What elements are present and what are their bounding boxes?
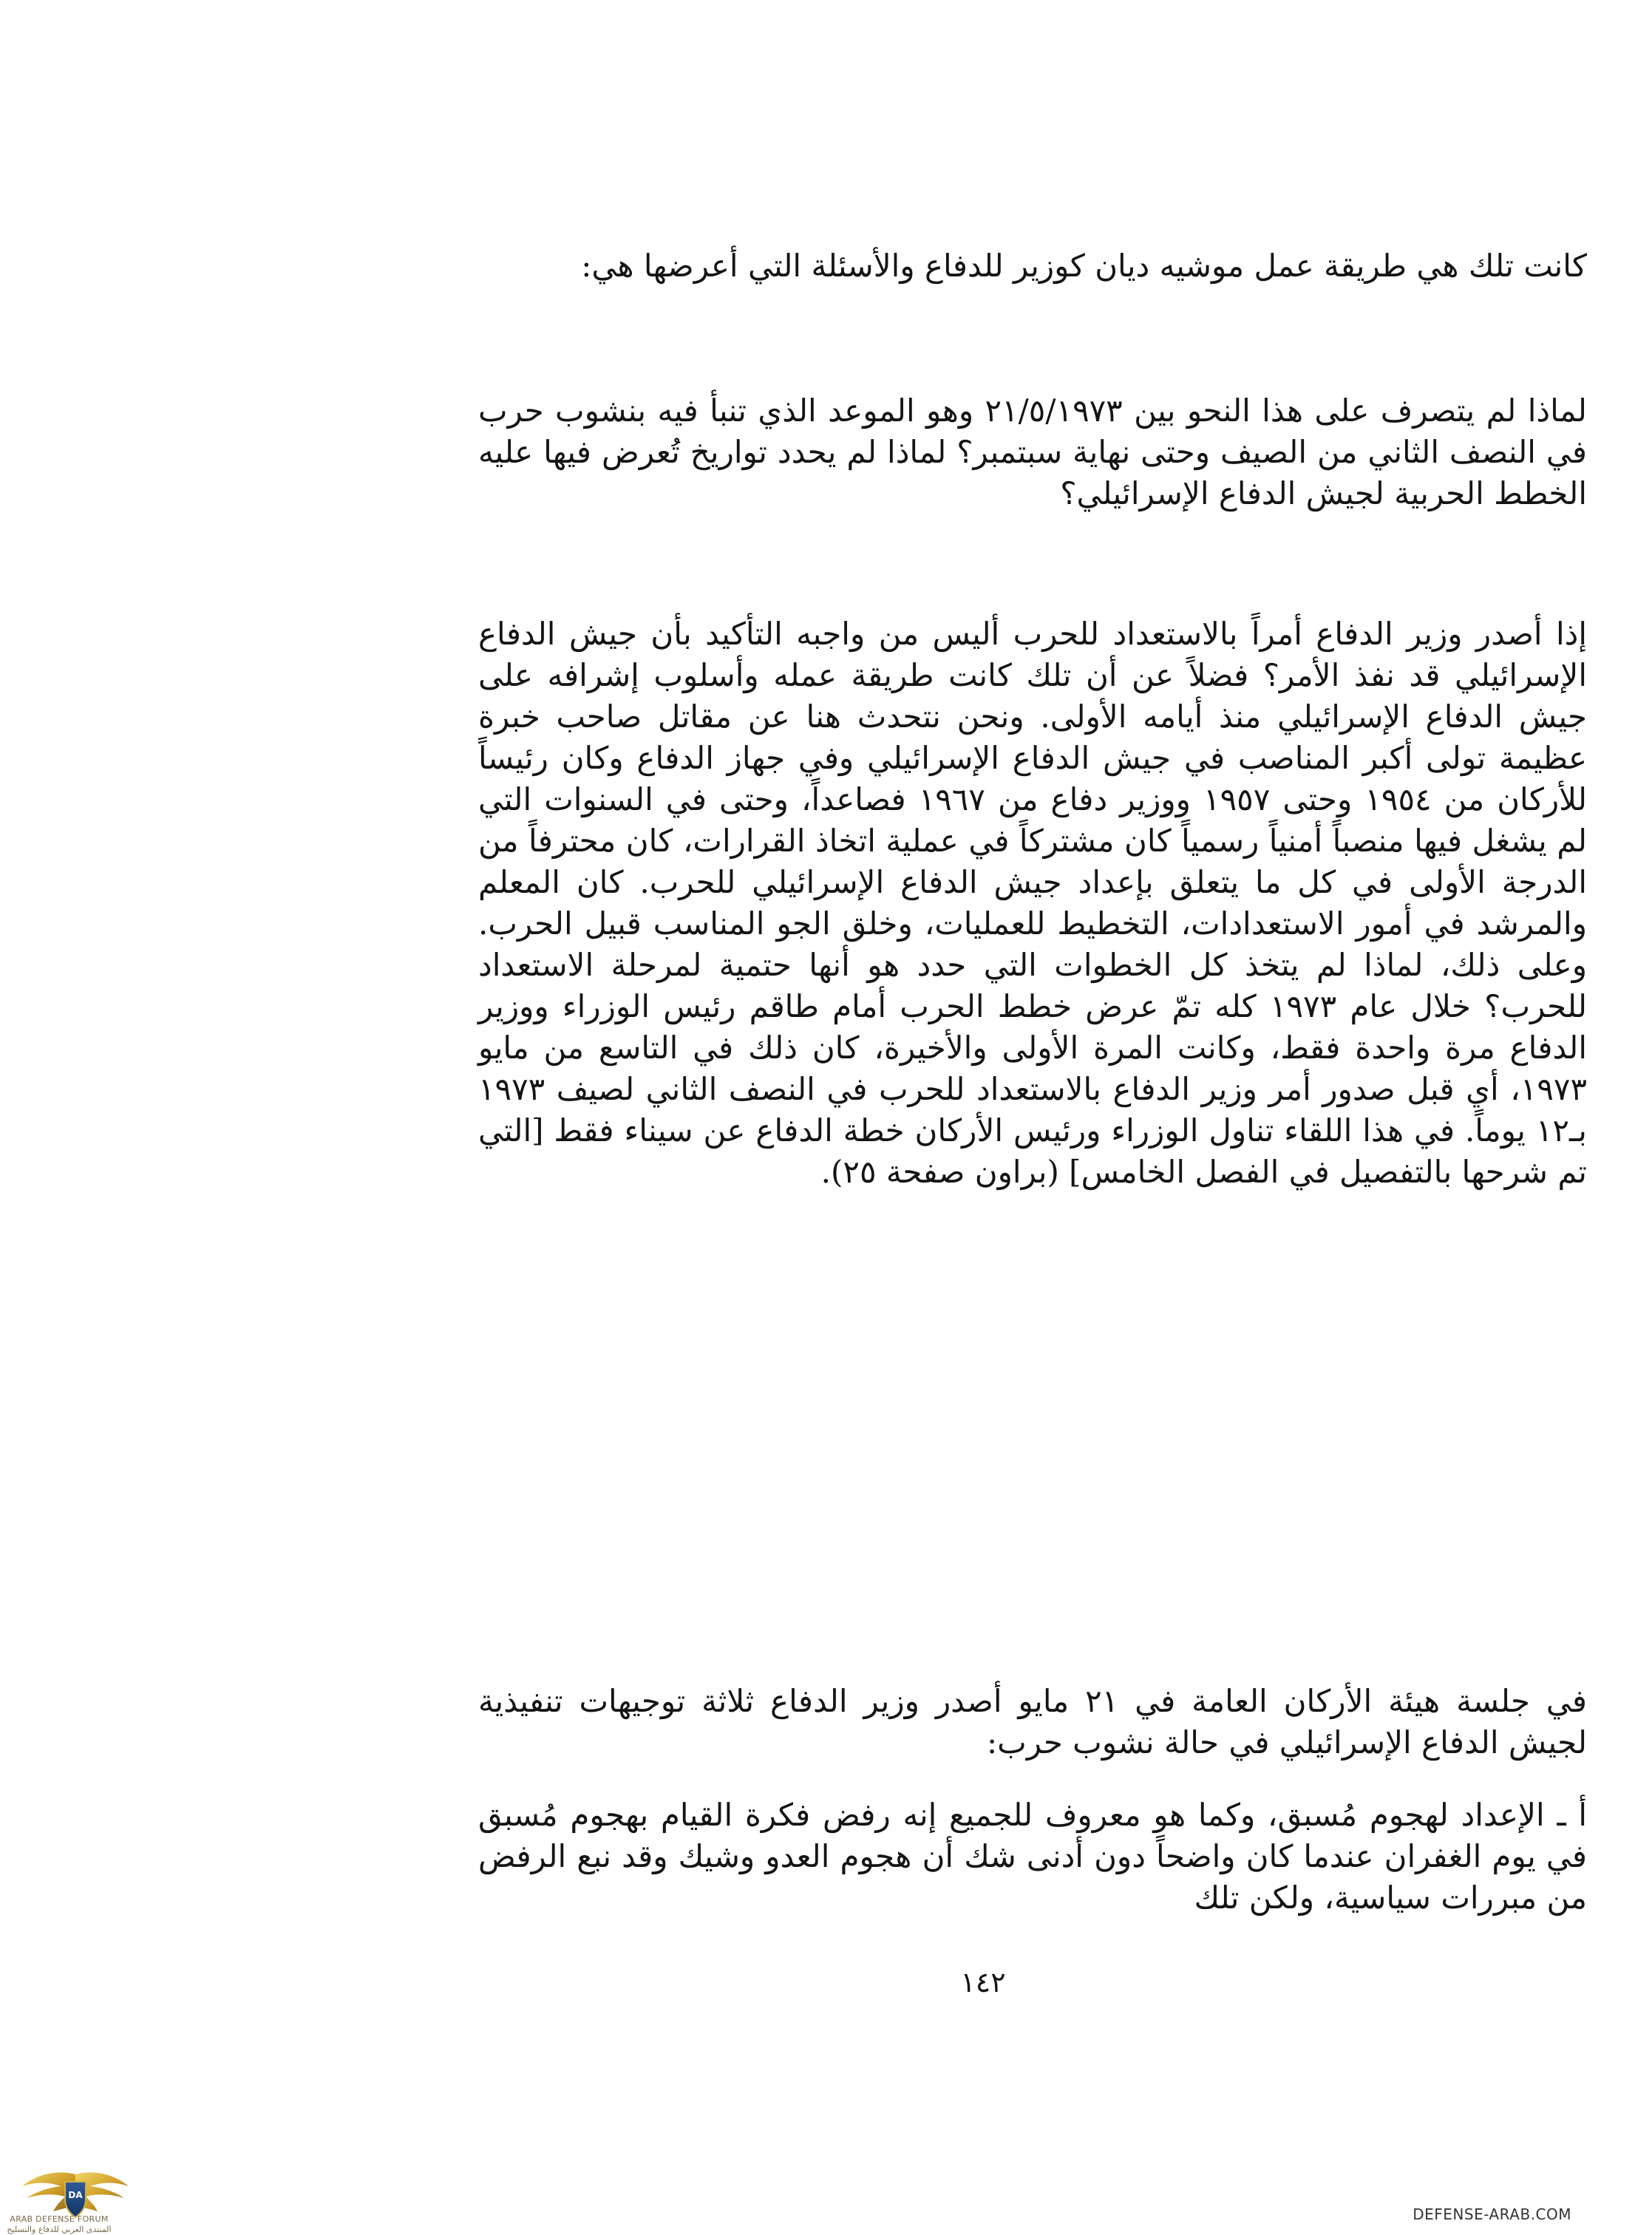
paragraph-2: لماذا لم يتصرف على هذا النحو بين ٢١/٥/١٩٧٣ وهو الموعد الذي تنبأ فيه بنشوب حرب في النصف الثاني من الصيف وحتى نهاية سبتمبر؟ لماذا لم يحدد تواريخ تُعرض فيها عليه الخطط الحربية لجيش الدفاع الإسرائيلي؟ xyxy=(478,392,1587,511)
paragraph-1: كانت تلك هي طريقة عمل موشيه ديان كوزير للدفاع والأسئلة التي أعرضها هي: xyxy=(581,248,1587,284)
forum-subtitle: المنتدى العربي للدفاع والتسليح xyxy=(7,2225,112,2234)
svg-text:DA: DA xyxy=(68,2190,83,2200)
paragraph-3: إذا أصدر وزير الدفاع أمراً بالاستعداد للحرب أليس من واجبه التأكيد بأن جيش الدفاع الإسرائيلي قد نفذ الأمر؟ فضلاً عن أن تلك كانت طريقة عمله وأسلوب إشرافه على جيش الدفاع الإسرائيلي منذ أيامه الأولى. ونحن نتحدث هنا عن مقاتل صاحب خبرة عظيمة تولى أكبر المناصب في جيش الدفاع الإسرائيلي وفي جهاز الدفاع وكان رئيساً للأركان من ١٩٥٤ وحتى ١٩٥٧ ووزير دفاع من ١٩٦٧ فصاعداً، وحتى في السنوات التي لم يشغل فيها منصباً أمنياً رسمياً كان مشتركاً في عملية اتخاذ القرارات، كان محترفاً من الدرجة الأولى في كل ما يتعلق بإعداد جيش الدفاع الإسرائيلي للحرب. كان المعلم والمرشد في أمور الاستعدادات، التخطيط للعمليات، وخلق الجو المناسب قبيل الحرب. وعلى ذلك، لماذا لم يتخذ كل الخطوات التي حدد هو أنها حتمية لمرحلة الاستعداد للحرب؟ خلال عام ١٩٧٣ كله تمّ عرض خطط الحرب أمام طاقم رئيس الوزراء ووزير الدفاع مرة واحدة فقط، وكانت المرة الأولى والأخيرة، كان ذلك في التاسع من مايو ١٩٧٣، أي قبل صدور أمر وزير الدفاع بالاستعداد للحرب في النصف الثاني لصيف ١٩٧٣ بـ١٢ يوماً. في هذا اللقاء تناول الوزراء ورئيس الأركان خطة الدفاع عن سيناء فقط [التي تم شرحها بالتفصيل في الفصل الخامس] (براون صفحة ٢٥). xyxy=(478,616,1587,1190)
text-block xyxy=(214,244,1652,1929)
footer-logo-text xyxy=(0,2214,118,2235)
footer xyxy=(0,2164,1585,2235)
website-url: DEFENSE-ARAB.COM xyxy=(1413,2205,1571,2223)
paragraph-5: أ ـ الإعداد لهجوم مُسبق، وكما هو معروف للجميع إنه رفض فكرة القيام بهجوم مُسبق في يوم الغفران عندما كان واضحاً دون أدنى شك أن هجوم العدو وشيك وقد نبع الرفض من مبررات سياسية، ولكن تلك xyxy=(478,1797,1587,1916)
forum-name: ARAB DEFENSE FORUM xyxy=(10,2214,109,2224)
page-content xyxy=(214,244,1652,1998)
paragraph-4: في جلسة هيئة الأركان العامة في ٢١ مايو أصدر وزير الدفاع ثلاثة توجيهات تنفيذية لجيش الدفاع الإسرائيلي في حالة نشوب حرب: xyxy=(478,1683,1587,1761)
page-number: ١٤٢ xyxy=(960,1966,1006,1998)
